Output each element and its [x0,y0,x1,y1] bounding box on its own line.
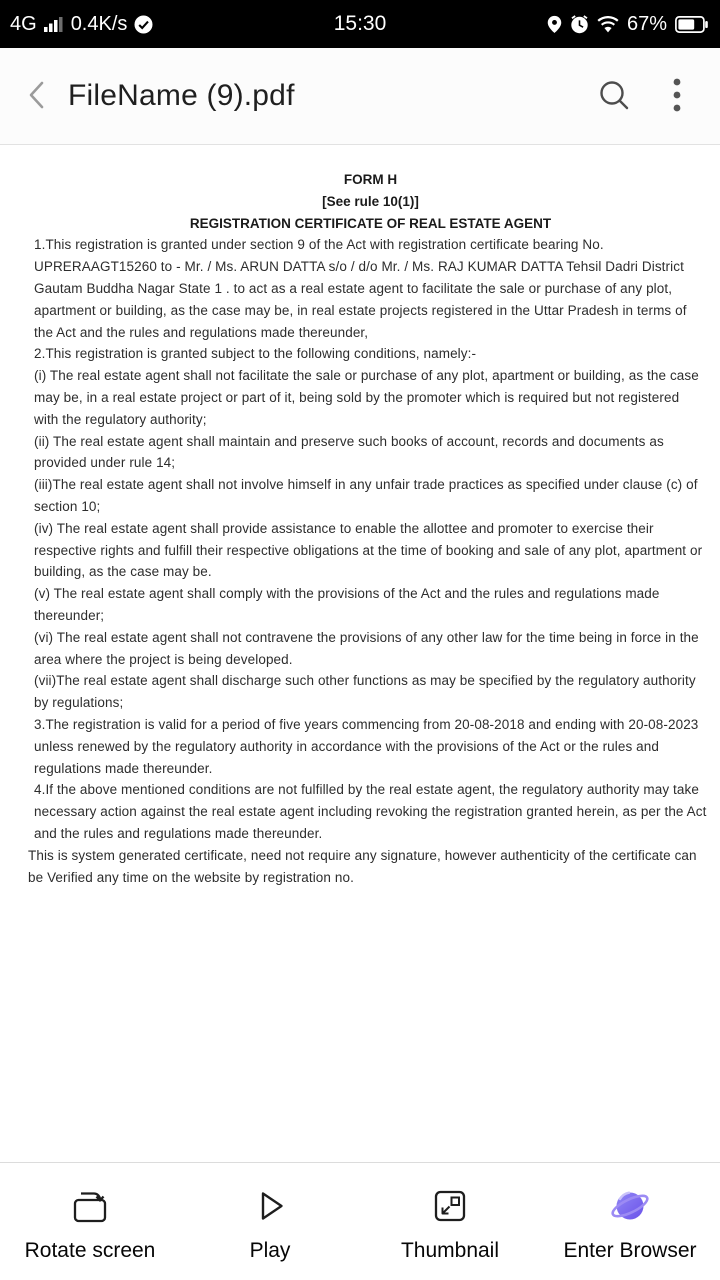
location-icon [547,15,562,34]
menu-button[interactable] [660,72,694,120]
thumbnail-icon [427,1182,473,1230]
doc-paragraph: This is system generated certificate, need not require any signature, however authenticity of the certificate can be Verified any time on the website by registration no. [28,847,697,885]
doc-paragraph: 1.This registration is granted under section 9 of the Act with registration certificate bearing No. UPRERAAGT15260 to - Mr. / Ms. ARUN DATTA s/o / d/o Mr. / Ms. RAJ KUMAR DATTA Tehsil Dadri District Gautam Buddha Nagar State 1 . to act as a real estate agent to facilitate the sale or purchase of any plot, apartment or building, as the case may be, in real estate projects registered in the Uttar Pradesh in terms of the Act and the rules and regulations made thereunder, [34,237,687,340]
thumbnail-button[interactable] [360,1163,540,1280]
doc-paragraph: 4.If the above mentioned conditions are not fulfilled by the real estate agent, the regulatory authority may take necessary action against the real estate agent including revoking the registration granted herein, as per the Act and the rules and regulations made thereunder. [34,782,707,841]
doc-paragraph: (vi) The real estate agent shall not contravene the provisions of any other law for the time being in force in the area where the project is being developed. [34,629,699,667]
wifi-icon [597,16,619,33]
play-icon [247,1182,293,1230]
back-button[interactable] [16,72,60,120]
doc-paragraph: (vii)The real estate agent shall discharge such other functions as may be specified by the regulatory authority by regulations; [34,673,696,711]
bottom-toolbar [0,1162,720,1280]
doc-paragraph: 2.This registration is granted subject to the following conditions, namely:- [34,346,477,362]
network-type-label: 4G [10,12,37,35]
rotate-screen-icon [67,1182,113,1230]
tool-label: Enter Browser [563,1239,697,1262]
signal-strength-icon [44,17,64,32]
more-vertical-icon [673,77,681,116]
doc-heading-title: REGISTRATION CERTIFICATE OF REAL ESTATE AGENT [189,215,552,231]
alarm-clock-icon [570,15,589,34]
status-time: 15:30 [333,12,387,35]
app-bar [0,48,720,145]
doc-paragraph: (ii) The real estate agent shall maintain and preserve such books of account, records and documents as provided under rule 14; [34,433,664,471]
enter-browser-button[interactable] [540,1163,720,1280]
doc-paragraph: 3.The registration is valid for a period of five years commencing from 20-08-2018 and ending with 20-08-2023 unless renewed by the regulatory authority in accordance with the provisions of the Act or the rules and regulations made thereunder. [34,716,699,776]
status-left-group [10,13,153,36]
pdf-page[interactable] [0,145,720,1162]
status-right-group [547,13,708,36]
doc-paragraph: (iv) The real estate agent shall provide assistance to enable the allottee and promoter to exercise their respective rights and fulfill their respective obligations at the time of booking and sale of any plot, apartment or building, as the case may be. [34,520,703,580]
check-circle-icon [134,15,153,34]
tool-label: Play [249,1239,291,1262]
battery-icon [675,16,708,33]
search-button[interactable] [592,72,636,120]
status-bar [0,0,720,48]
doc-paragraph: (i) The real estate agent shall not facilitate the sale or purchase of any plot, apartment or building, as the case may be, in a real estate project or part of it, being sold by the promoter which is required but not registered with the regulatory authority; [34,368,699,427]
back-chevron-icon [23,78,53,115]
rotate-screen-button[interactable] [0,1163,180,1280]
tool-label: Thumbnail [400,1239,500,1262]
play-button[interactable] [180,1163,360,1280]
doc-paragraph: (iii)The real estate agent shall not involve himself in any unfair trade practices as specified under clause (c) of section 10; [34,477,698,514]
doc-heading-form: FORM H [343,172,398,187]
tool-label: Rotate screen [24,1239,156,1262]
browser-planet-icon [606,1182,654,1230]
network-speed-label: 0.4K/s [70,12,128,35]
doc-heading-rule: [See rule 10(1)] [322,193,419,209]
file-title: FileName (9).pdf [68,79,295,112]
battery-percent-label: 67% [626,12,667,35]
doc-paragraph: (v) The real estate agent shall comply with the provisions of the Act and the rules and regulations made thereunder; [34,586,660,623]
search-icon [596,77,632,116]
